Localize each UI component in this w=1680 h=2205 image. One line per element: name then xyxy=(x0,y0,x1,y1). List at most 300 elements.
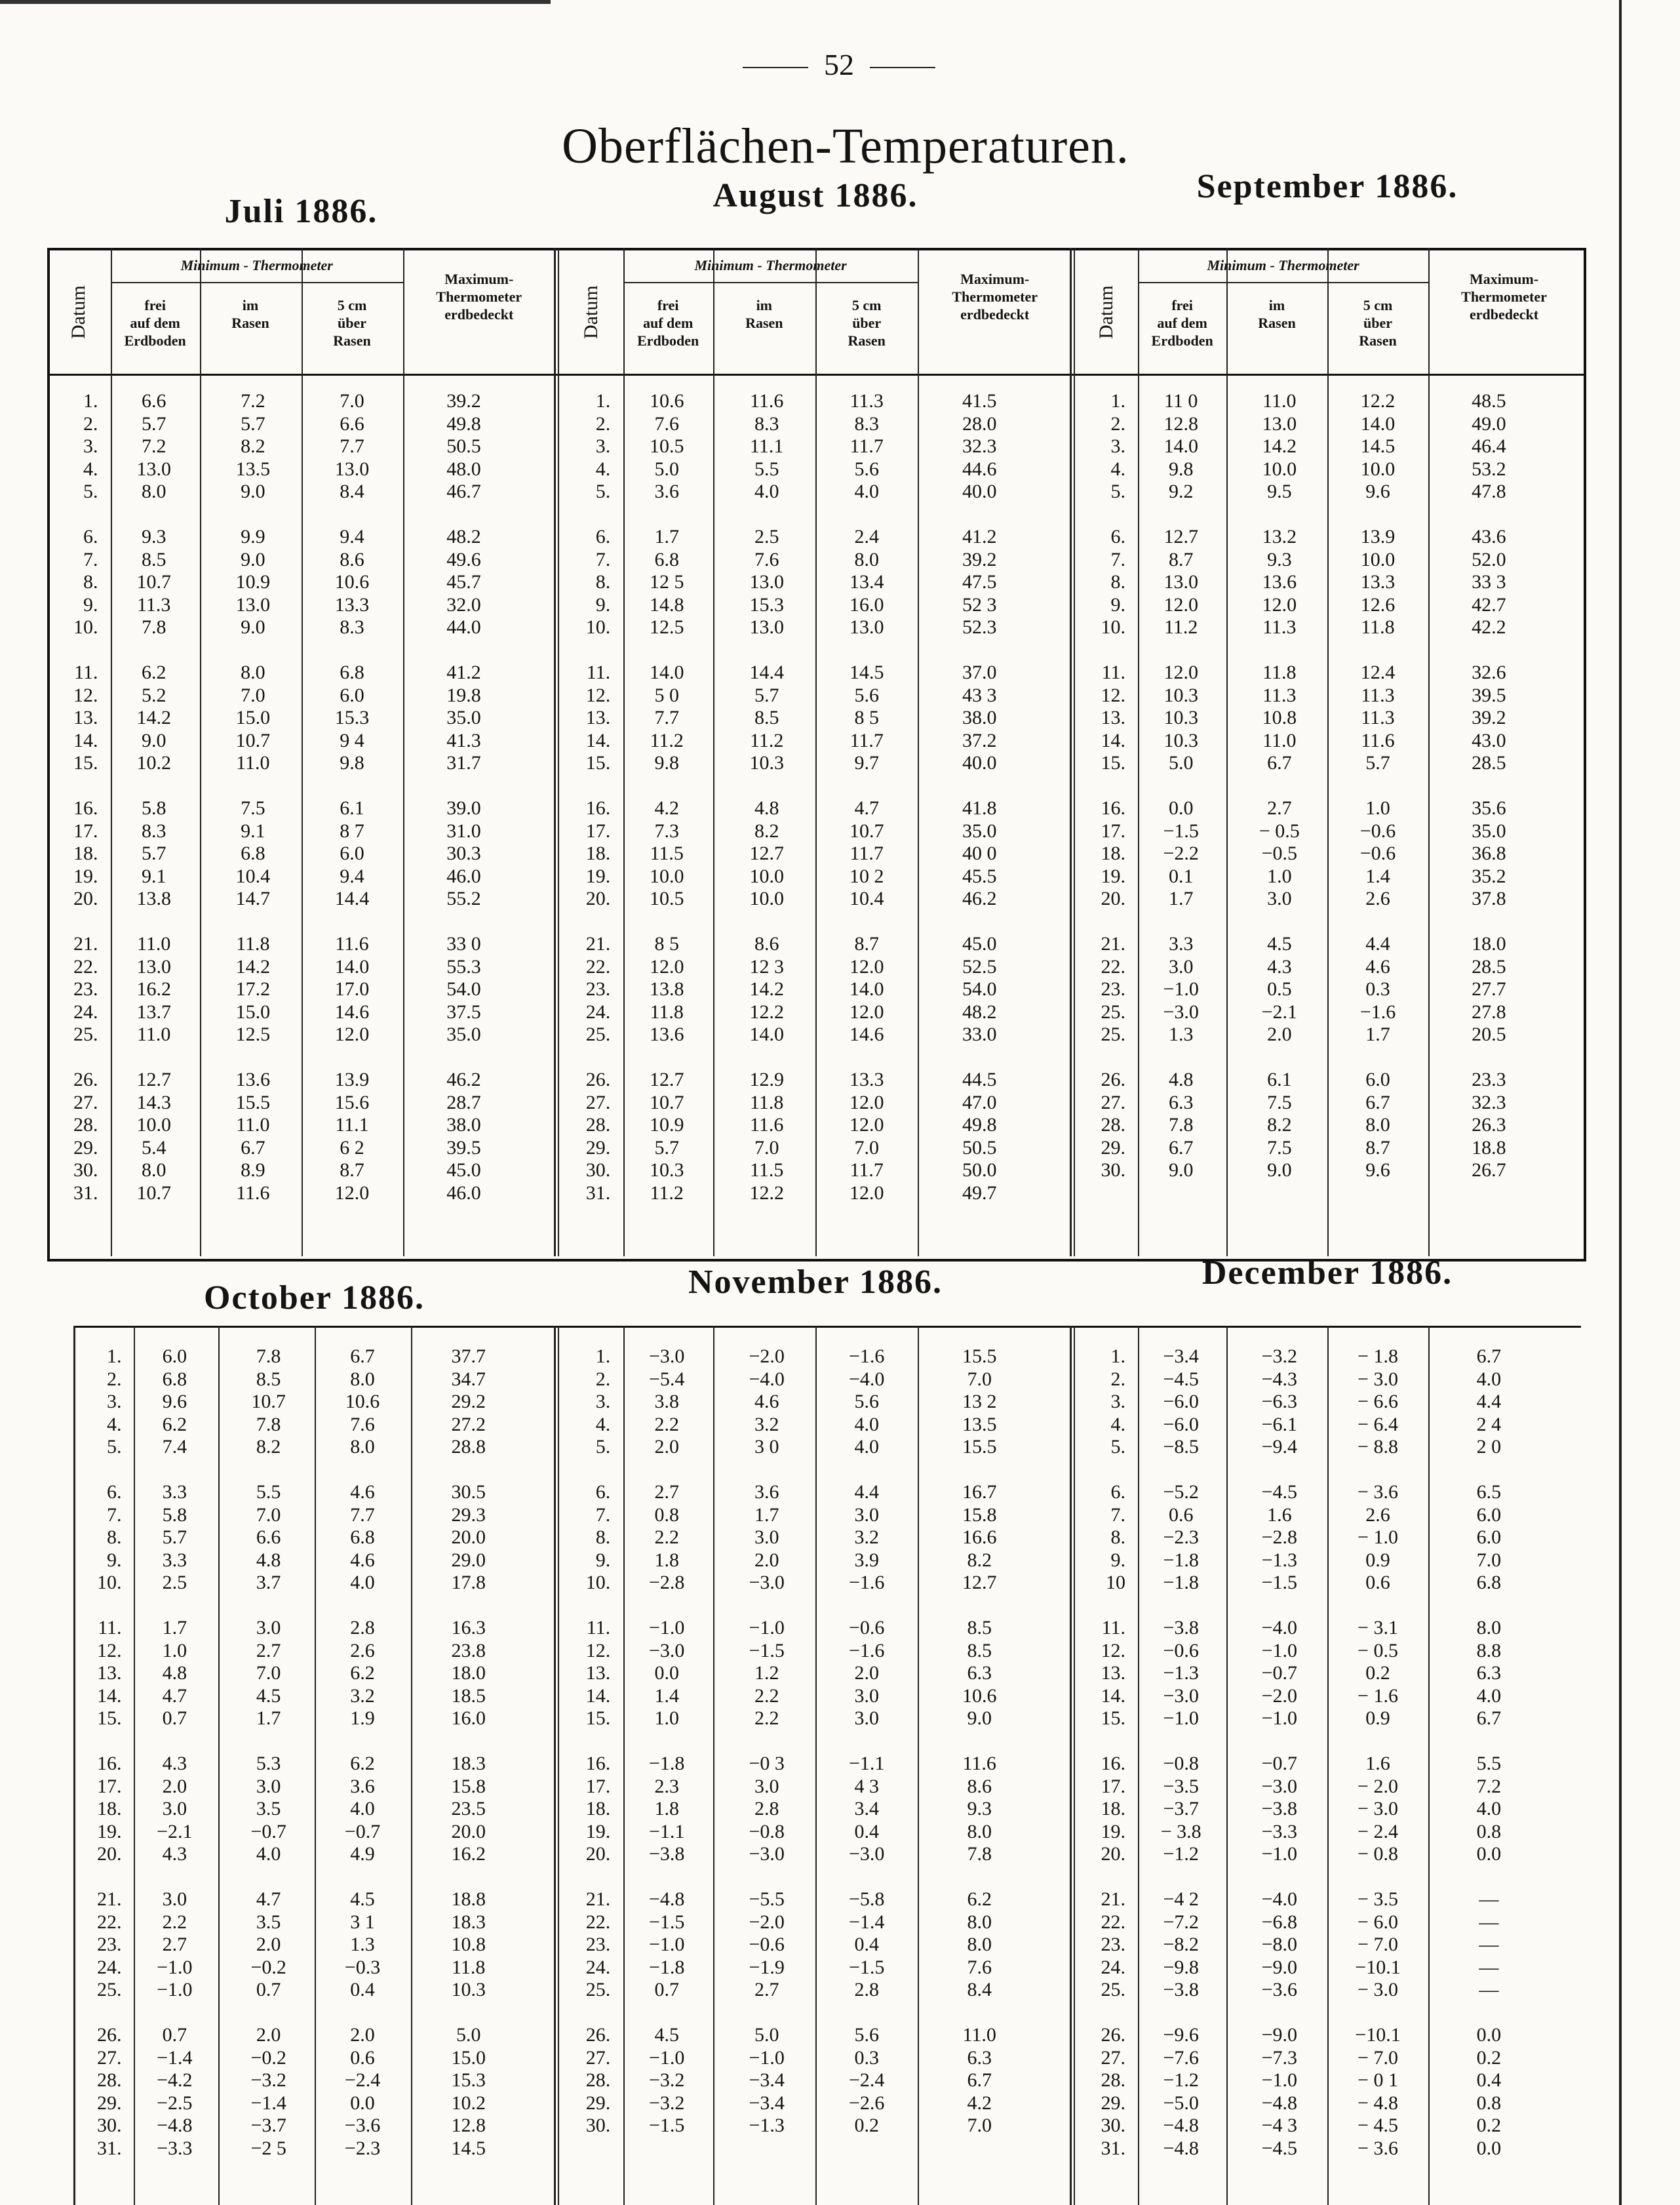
temp-value-max: 15.5 xyxy=(962,1345,997,1367)
day-label: 6. xyxy=(595,1481,611,1503)
temp-value-frei: 2.2 xyxy=(162,1911,187,1933)
temp-value-frei: −3.2 xyxy=(649,2092,685,2114)
temp-value-cm5: 11.7 xyxy=(850,1159,884,1182)
day-label: 14. xyxy=(1101,729,1125,751)
temp-value-cm5: 8.0 xyxy=(350,1436,375,1458)
temp-value-rasen: 8.0 xyxy=(241,662,265,683)
temp-value-rasen: 10.7 xyxy=(235,729,271,751)
temp-value-frei: 3.0 xyxy=(162,1798,187,1820)
day-label: 6. xyxy=(1110,1481,1125,1503)
temp-value-frei: −1.8 xyxy=(1163,1549,1199,1571)
temp-value-max: 10.3 xyxy=(451,1979,486,2001)
temp-value-max: 33 3 xyxy=(1472,571,1506,593)
temp-value-frei: −6.0 xyxy=(1163,1413,1199,1435)
temp-value-rasen: −4.8 xyxy=(1261,2092,1298,2114)
temp-value-rasen: 7.2 xyxy=(241,390,265,412)
day-label: 9. xyxy=(107,1549,122,1571)
five-cm-header: 5 cm über Rasen xyxy=(848,297,886,349)
temp-value-frei: 8.0 xyxy=(142,481,166,503)
temp-value-max: 45.5 xyxy=(962,865,997,887)
temp-value-cm5: −1.6 xyxy=(848,1639,885,1661)
temp-value-max: 50.0 xyxy=(962,1159,997,1182)
temp-value-frei: 6.2 xyxy=(162,1413,187,1435)
temp-value-rasen: 11.6 xyxy=(750,1114,784,1136)
temp-value-frei: 1.8 xyxy=(654,1549,679,1571)
rasen-header: im Rasen xyxy=(231,297,269,331)
day-label: 3. xyxy=(1110,1391,1125,1413)
temp-value-max: 50.5 xyxy=(446,435,481,458)
temp-value-rasen: −6.3 xyxy=(1261,1391,1298,1413)
day-label: 13. xyxy=(97,1662,122,1684)
temp-value-frei: 0.6 xyxy=(1168,1503,1194,1526)
temp-value-frei: −1.0 xyxy=(1163,1707,1199,1730)
temp-value-frei: 0.7 xyxy=(162,2024,187,2046)
column-rule xyxy=(411,1326,412,2205)
temp-value-frei: 5.8 xyxy=(142,797,166,819)
temp-value-frei: −0.8 xyxy=(1163,1753,1199,1774)
temp-value-cm5: 0.2 xyxy=(1365,1662,1390,1684)
day-label: 20. xyxy=(585,888,611,910)
temp-value-cm5: 10.7 xyxy=(849,820,884,842)
temp-value-frei: 8.7 xyxy=(1168,548,1194,570)
temp-value-frei: −3.0 xyxy=(1163,1001,1199,1023)
temp-value-max: 35.0 xyxy=(962,820,997,842)
frei-header: frei auf dem Erdboden xyxy=(1151,297,1213,349)
column-rule xyxy=(918,248,919,1256)
temp-value-cm5: 12.0 xyxy=(334,1023,370,1046)
temp-value-rasen: −3.8 xyxy=(1261,1798,1298,1820)
day-label: 22. xyxy=(73,955,98,978)
temp-value-cm5: 3.6 xyxy=(350,1775,375,1797)
temp-value-frei: −1.2 xyxy=(1163,1843,1199,1865)
temp-value-cm5: −1.6 xyxy=(1359,1001,1396,1023)
temp-value-rasen: 11.8 xyxy=(750,1091,784,1113)
temp-value-cm5: 8.7 xyxy=(1365,1136,1390,1159)
temp-value-max: 28.8 xyxy=(451,1436,486,1458)
day-label: 14. xyxy=(97,1684,122,1707)
day-label: 14. xyxy=(73,729,98,751)
day-label: 5. xyxy=(595,1436,611,1458)
temp-value-rasen: −0.8 xyxy=(749,1820,785,1842)
day-label: 12. xyxy=(585,684,611,706)
day-label: 20. xyxy=(585,1843,611,1865)
temp-value-max: 11.6 xyxy=(962,1753,996,1774)
day-label: 27. xyxy=(73,1091,98,1113)
temp-value-frei: −7.2 xyxy=(1163,1911,1199,1933)
temp-value-cm5: 2.8 xyxy=(854,1979,879,2001)
temp-value-max: 16.6 xyxy=(962,1526,997,1549)
day-label: 24. xyxy=(585,1001,611,1023)
maximum-thermometer-header: Maximum- Thermometer erdbedeckt xyxy=(952,271,1038,323)
temp-value-frei: 9.8 xyxy=(1168,458,1194,480)
day-label: 28. xyxy=(73,1114,98,1136)
temp-value-frei: 10.3 xyxy=(1163,684,1198,706)
temp-value-max: 8.2 xyxy=(967,1549,992,1571)
temp-value-cm5: 7.7 xyxy=(340,435,364,458)
temp-value-cm5: 8.3 xyxy=(854,412,879,435)
temp-value-cm5: 10.6 xyxy=(345,1391,380,1413)
temp-value-rasen: 9.0 xyxy=(1267,1159,1292,1182)
temp-value-max: 48.5 xyxy=(1472,390,1506,412)
temp-value-cm5: 0.9 xyxy=(1365,1707,1390,1730)
temp-value-cm5: −0.3 xyxy=(344,1956,381,1978)
temp-value-rasen: 11.8 xyxy=(1262,662,1297,683)
temp-value-frei: 3.0 xyxy=(1168,955,1194,978)
temp-value-frei: 12.0 xyxy=(1163,593,1198,616)
temp-value-rasen: 7.0 xyxy=(256,1503,281,1526)
day-label: 11. xyxy=(1101,1617,1125,1639)
temp-value-rasen: 13.0 xyxy=(1262,412,1297,435)
temp-value-frei: 3.8 xyxy=(654,1391,679,1413)
temp-value-rasen: −9.0 xyxy=(1261,1956,1298,1978)
temp-value-cm5: 4.9 xyxy=(350,1843,375,1865)
temp-value-rasen: −0.7 xyxy=(1261,1753,1298,1774)
temp-value-cm5: 11.6 xyxy=(335,933,369,955)
temp-value-cm5: 11.3 xyxy=(1361,684,1395,706)
temp-value-cm5: 3.0 xyxy=(854,1503,879,1526)
maximum-thermometer-header: Maximum- Thermometer erdbedeckt xyxy=(1461,271,1547,323)
day-label: 31. xyxy=(1101,2137,1125,2159)
temp-value-cm5: 5.6 xyxy=(854,1391,879,1413)
temp-value-max: 7.6 xyxy=(967,1956,992,1978)
day-label: 12. xyxy=(585,1639,611,1661)
temp-value-cm5: 13.0 xyxy=(849,616,884,639)
temp-value-rasen: −8.0 xyxy=(1261,1934,1298,1956)
temp-value-frei: 12 5 xyxy=(649,571,684,593)
temp-value-max: 8.5 xyxy=(967,1617,992,1639)
day-label: 25. xyxy=(1101,1979,1125,2001)
temp-value-max: 36.8 xyxy=(1472,843,1506,865)
temp-value-max: 55.2 xyxy=(446,888,481,910)
temp-value-max: 37.5 xyxy=(446,1001,481,1023)
datum-header: Datum xyxy=(68,285,90,339)
temp-value-frei: −2.1 xyxy=(157,1820,193,1842)
temp-value-rasen: −9.0 xyxy=(1261,2024,1298,2046)
day-label: 20. xyxy=(1101,1843,1125,1865)
day-label: 26. xyxy=(585,1069,611,1090)
day-label: 20. xyxy=(97,1843,122,1865)
temp-value-rasen: 3.0 xyxy=(256,1775,281,1797)
temp-value-cm5: 7.6 xyxy=(350,1413,375,1435)
temp-value-frei: 11.2 xyxy=(650,729,684,751)
temp-value-frei: 5.7 xyxy=(142,412,166,435)
temp-value-rasen: −1.0 xyxy=(1261,2069,1298,2092)
day-label: 2. xyxy=(595,412,611,435)
temp-value-cm5: 4.0 xyxy=(854,1413,879,1435)
temp-value-rasen: − 0.5 xyxy=(1259,820,1300,842)
temp-value-cm5: −1.6 xyxy=(848,1345,885,1367)
temp-value-rasen: 9.0 xyxy=(241,616,265,639)
temp-value-cm5: 0.4 xyxy=(854,1820,879,1842)
temp-value-cm5: 10.6 xyxy=(334,571,370,593)
day-label: 13. xyxy=(73,707,98,729)
temp-value-max: 6.5 xyxy=(1476,1481,1502,1503)
temp-value-cm5: 14.5 xyxy=(849,662,884,683)
temp-value-cm5: 9.4 xyxy=(340,865,364,887)
temp-value-frei: −1.0 xyxy=(157,1979,193,2001)
temp-value-max: 12.8 xyxy=(451,2115,486,2137)
temp-value-cm5: 0.6 xyxy=(350,2046,375,2069)
temp-value-cm5: − 6.4 xyxy=(1358,1413,1398,1435)
day-label: 28. xyxy=(585,1114,611,1136)
temp-value-cm5: 0.9 xyxy=(1365,1549,1390,1571)
temp-value-cm5: 2.4 xyxy=(854,526,879,547)
day-label: 27. xyxy=(585,2046,611,2069)
temp-value-cm5: 11.1 xyxy=(335,1114,369,1136)
temp-value-frei: −1.8 xyxy=(1163,1572,1199,1594)
day-label: 13. xyxy=(1101,707,1125,729)
temp-value-max: 0.2 xyxy=(1476,2115,1502,2137)
temp-value-frei: −1.5 xyxy=(649,2115,685,2137)
day-label: 16. xyxy=(73,797,98,819)
temp-value-max: 13 2 xyxy=(962,1391,997,1413)
temp-value-max: 46.0 xyxy=(446,865,481,887)
temp-value-frei: −3.3 xyxy=(157,2137,193,2159)
temp-value-max: 50.5 xyxy=(962,1136,997,1159)
temp-value-cm5: 13.0 xyxy=(334,458,370,480)
temp-value-cm5: 15.6 xyxy=(334,1091,370,1113)
temp-value-cm5: 3.2 xyxy=(854,1526,879,1549)
temp-value-cm5: − 6.6 xyxy=(1358,1391,1398,1413)
day-label: 26. xyxy=(1101,1069,1125,1090)
month-title: October 1886. xyxy=(204,1279,425,1317)
temp-value-rasen: −4.5 xyxy=(1261,2137,1298,2159)
temp-value-cm5: −1.1 xyxy=(848,1753,885,1774)
temp-value-frei: 1.7 xyxy=(1168,888,1194,910)
temp-value-rasen: −7.3 xyxy=(1261,2046,1298,2069)
temp-value-frei: 13.6 xyxy=(649,1023,684,1046)
five-cm-header: 5 cm über Rasen xyxy=(1359,297,1397,349)
day-label: 17. xyxy=(1101,1775,1125,1797)
temp-value-cm5: − 3.6 xyxy=(1358,1481,1398,1503)
temp-value-max: 49.0 xyxy=(1472,412,1506,435)
temp-value-cm5: −2.4 xyxy=(344,2069,381,2092)
temp-value-cm5: 12.0 xyxy=(849,955,884,978)
temp-value-rasen: −1.0 xyxy=(1261,1639,1298,1661)
temp-value-max: 28.7 xyxy=(446,1091,481,1113)
temp-value-max: 4.4 xyxy=(1476,1391,1502,1413)
temp-value-cm5: 7.7 xyxy=(350,1503,375,1526)
day-label: 25. xyxy=(73,1023,98,1046)
temp-value-cm5: − 0.5 xyxy=(1358,1639,1398,1661)
day-label: 8. xyxy=(1110,1526,1125,1549)
day-label: 10. xyxy=(585,1572,611,1594)
temp-value-max: 49.6 xyxy=(446,548,481,570)
temp-value-frei: 9.0 xyxy=(1168,1159,1194,1182)
temp-value-frei: 14.8 xyxy=(649,593,684,616)
temp-value-rasen: 3.2 xyxy=(754,1413,779,1435)
temp-value-rasen: 12.7 xyxy=(749,843,784,865)
temp-value-rasen: 3.0 xyxy=(754,1775,779,1797)
temp-value-rasen: −2.0 xyxy=(749,1911,785,1933)
temp-value-rasen: −4.5 xyxy=(1261,1481,1298,1503)
temp-value-cm5: 6.7 xyxy=(1365,1091,1390,1113)
day-label: 17. xyxy=(97,1775,122,1797)
temp-value-max: 0.8 xyxy=(1476,2092,1502,2114)
temp-value-frei: −1.8 xyxy=(649,1753,685,1774)
temp-value-frei: 10.5 xyxy=(649,435,684,458)
temp-value-cm5: 12.6 xyxy=(1360,593,1396,616)
temp-value-cm5: −4.0 xyxy=(848,1368,885,1390)
day-label: 25. xyxy=(585,1023,611,1046)
temp-value-max: 53.2 xyxy=(1472,458,1506,480)
rasen-header: im Rasen xyxy=(745,297,783,331)
temp-value-cm5: 6.8 xyxy=(340,662,364,683)
temp-value-cm5: 4.0 xyxy=(854,1436,879,1458)
day-label: 17. xyxy=(585,820,611,842)
temp-value-rasen: 4.5 xyxy=(256,1684,281,1707)
temp-value-max: 0.8 xyxy=(1476,1820,1502,1842)
temp-value-cm5: − 3.1 xyxy=(1358,1617,1398,1639)
temp-value-cm5: 5.6 xyxy=(854,2024,879,2046)
day-label: 20. xyxy=(1101,888,1125,910)
temp-value-max: 37.7 xyxy=(451,1345,486,1367)
month-title: Juli 1886. xyxy=(224,193,378,230)
temp-value-rasen: −0 3 xyxy=(749,1753,785,1774)
temp-value-rasen: 8.6 xyxy=(754,933,779,955)
temp-value-rasen: 5.5 xyxy=(754,458,779,480)
temp-value-max: 6.2 xyxy=(967,1888,992,1910)
day-label: 18. xyxy=(1101,843,1125,865)
temp-value-rasen: 7.5 xyxy=(1267,1091,1292,1113)
day-label: 11. xyxy=(74,662,98,683)
temp-value-max: 39.0 xyxy=(446,797,481,819)
minimum-header-rule xyxy=(111,282,403,283)
temp-value-rasen: −0.2 xyxy=(250,2046,286,2069)
temp-value-max: 54.0 xyxy=(446,978,481,1001)
temp-value-rasen: 2.2 xyxy=(754,1684,779,1707)
temp-value-cm5: 12.0 xyxy=(849,1091,884,1113)
month-separator xyxy=(554,248,556,1256)
temp-value-frei: −3.8 xyxy=(1163,1979,1199,2001)
temp-value-rasen: 12.2 xyxy=(749,1182,784,1204)
temp-value-rasen: 4.7 xyxy=(256,1888,281,1910)
temp-value-frei: 5.4 xyxy=(142,1136,166,1159)
temp-value-cm5: − 3.0 xyxy=(1358,1798,1398,1820)
temp-value-cm5: −3.6 xyxy=(344,2115,381,2137)
day-label: 4. xyxy=(595,458,611,480)
day-label: 5. xyxy=(1110,481,1125,503)
column-rule xyxy=(403,248,404,1256)
temp-value-max: 10.6 xyxy=(962,1684,997,1707)
temp-value-frei: −4.8 xyxy=(649,1888,685,1910)
temp-value-frei: 10.0 xyxy=(649,865,684,887)
temp-value-rasen: 4.0 xyxy=(256,1843,281,1865)
temp-value-frei: 12.7 xyxy=(1163,526,1198,547)
temp-value-max: 26.3 xyxy=(1472,1114,1506,1136)
temp-value-cm5: − 1.6 xyxy=(1358,1684,1398,1707)
temp-value-rasen: −4.0 xyxy=(1261,1888,1298,1910)
temp-value-max: 8.0 xyxy=(1476,1617,1502,1639)
day-label: 20. xyxy=(73,888,98,910)
temp-value-cm5: − 3.5 xyxy=(1358,1888,1398,1910)
temp-value-frei: −4.8 xyxy=(1163,2115,1199,2137)
temp-value-rasen: −3.0 xyxy=(1261,1775,1298,1797)
temp-value-frei: 12.0 xyxy=(1163,662,1198,683)
temp-value-cm5: 11.7 xyxy=(850,729,884,751)
temp-value-cm5: 12.2 xyxy=(1360,390,1396,412)
day-label: 29. xyxy=(585,2092,611,2114)
day-label: 29. xyxy=(1101,2092,1125,2114)
temp-value-rasen: 9.5 xyxy=(1267,481,1292,503)
temp-value-cm5: 13.3 xyxy=(849,1069,884,1090)
temp-value-rasen: 11.0 xyxy=(236,752,270,774)
temp-value-cm5: 9.8 xyxy=(340,752,364,774)
day-label: 30. xyxy=(1101,1159,1125,1182)
day-label: 25. xyxy=(1101,1023,1125,1046)
temp-value-cm5: 11.8 xyxy=(1361,616,1395,639)
day-label: 23. xyxy=(73,978,98,1001)
temp-value-max: 7.2 xyxy=(1476,1775,1502,1797)
temp-value-max: 38.0 xyxy=(962,707,997,729)
temp-value-max: 20.5 xyxy=(1472,1023,1506,1046)
temp-value-frei: 10.7 xyxy=(649,1091,684,1113)
temp-value-rasen: 3.0 xyxy=(1267,888,1292,910)
minimum-thermometer-header: Minimum - Thermometer xyxy=(180,257,333,273)
day-label: 13. xyxy=(585,707,611,729)
day-label: 15. xyxy=(1101,752,1125,774)
temp-value-max: 37.2 xyxy=(962,729,997,751)
temp-value-frei: 13.8 xyxy=(649,978,684,1001)
day-label: 21. xyxy=(1101,933,1125,955)
frei-header: frei auf dem Erdboden xyxy=(124,297,186,349)
temp-value-cm5: 11.7 xyxy=(850,843,884,865)
temp-value-max: 33 0 xyxy=(446,933,481,955)
day-label: 22. xyxy=(1101,955,1125,978)
day-label: 27. xyxy=(1101,2046,1125,2069)
day-label: 17. xyxy=(1101,820,1125,842)
column-rule xyxy=(918,1326,919,2205)
temp-value-frei: 0.8 xyxy=(654,1503,679,1526)
temp-value-cm5: 4.0 xyxy=(350,1572,375,1594)
temp-value-max: 32.0 xyxy=(446,593,481,616)
temp-value-cm5: 13.4 xyxy=(849,571,884,593)
temp-value-frei: −2.3 xyxy=(1163,1526,1199,1549)
day-label: 30. xyxy=(97,2115,122,2137)
temp-value-max: 27.7 xyxy=(1472,978,1506,1001)
temp-value-cm5: −10.1 xyxy=(1355,2024,1401,2046)
temp-value-cm5: −0.7 xyxy=(344,1820,381,1842)
day-label: 5. xyxy=(595,481,611,503)
temp-value-max: 18.3 xyxy=(451,1911,486,1933)
temp-value-max: 6.3 xyxy=(967,2046,992,2069)
day-label: 30. xyxy=(585,1159,611,1182)
temp-value-max: 4.0 xyxy=(1476,1798,1502,1820)
temp-value-frei: −1.0 xyxy=(157,1956,193,1978)
day-label: 11. xyxy=(586,662,611,683)
day-label: 21. xyxy=(97,1888,122,1910)
temp-value-cm5: −3.0 xyxy=(848,1843,885,1865)
temp-value-rasen: 6.7 xyxy=(1267,752,1292,774)
temp-value-rasen: 13.0 xyxy=(749,571,784,593)
temp-value-frei: 10.5 xyxy=(649,888,684,910)
temp-value-frei: 8.5 xyxy=(142,548,166,570)
temp-value-frei: 14.2 xyxy=(136,707,171,729)
temp-value-max: 41.3 xyxy=(446,729,481,751)
temp-value-cm5: −0.6 xyxy=(1359,843,1396,865)
day-label: 30. xyxy=(585,2115,611,2137)
temp-value-frei: −3.0 xyxy=(649,1639,685,1661)
temp-value-frei: 8 5 xyxy=(654,933,679,955)
day-label: 26. xyxy=(585,2024,611,2046)
day-label: 3. xyxy=(595,1391,611,1413)
temp-value-cm5: 1.7 xyxy=(1365,1023,1390,1046)
temp-value-frei: 11.8 xyxy=(650,1001,684,1023)
temp-value-frei: −3.7 xyxy=(1163,1798,1199,1820)
day-label: 29. xyxy=(73,1136,98,1159)
temp-value-rasen: 1.6 xyxy=(1267,1503,1292,1526)
temp-value-max: 4.0 xyxy=(1476,1368,1502,1390)
